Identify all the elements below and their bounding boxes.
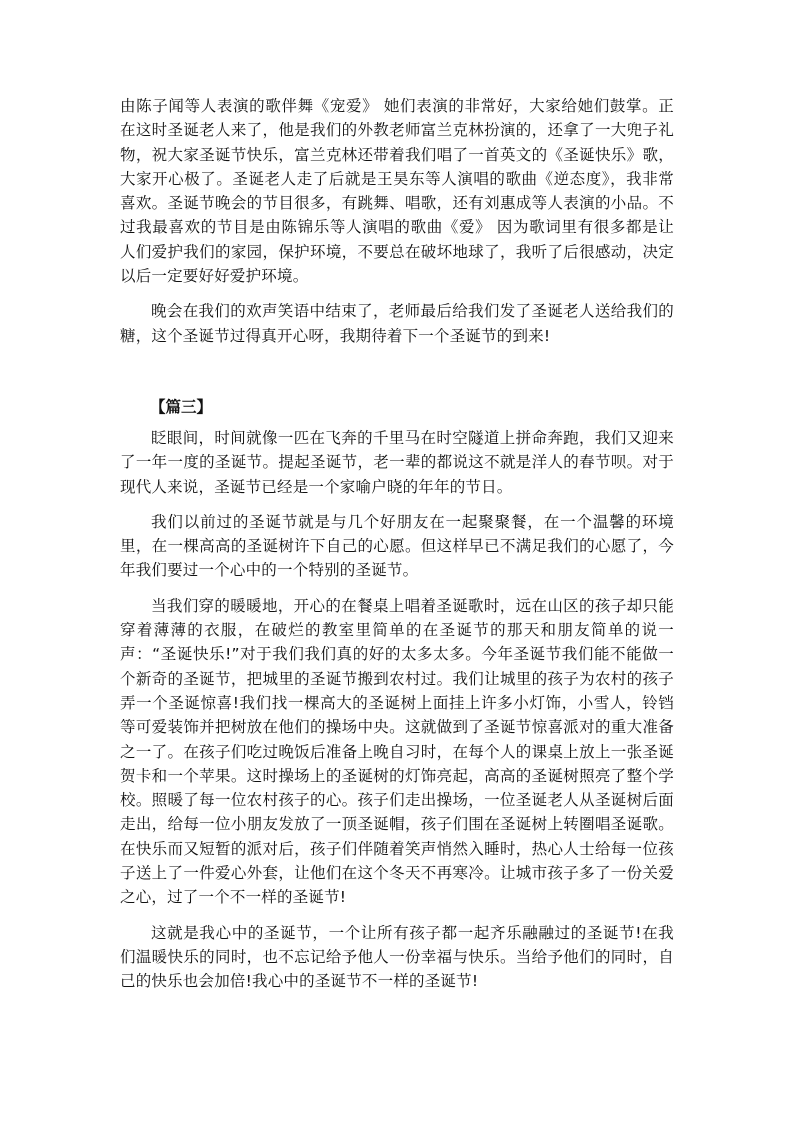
paragraph-gap: [120, 499, 674, 510]
paragraph-christmas-intro: 眨眼间，时间就像一匹在飞奔的千里马在时空隧道上拼命奔跑，我们又迎来了一年一度的圣诞节。提起圣诞节，老一辈的都说这不就是洋人的春节呗。对于现代人来说，圣诞节已经是一个家喻户晓的年年的节日。: [120, 428, 674, 496]
paragraph-rural-surprise: 当我们穿的暖暖地，开心的在餐桌上唱着圣诞歌时，远在山区的孩子却只能穿着薄薄的衣服，在破烂的教室里简单的在圣诞节的那天和朋友简单的说一声：“圣诞快乐!”对于我们我们真的好的太多太多。今年圣诞节我们能不能做一个新奇的圣诞节，把城里的圣诞节搬到农村过。我们让城里的孩子为农村的孩子弄一个圣诞惊喜!我们找一棵高大的圣诞树上面挂上许多小灯饰，小雪人，铃铛等可爱装饰并把树放在他们的操场中央。这就做到了圣诞节惊喜派对的重大准备之一了。在孩子们吃过晚饭后准备上晚自习时，在每个人的课桌上放上一张圣诞贺卡和一个苹果。这时操场上的圣诞树的灯饰亮起，高高的圣诞树照亮了整个学校。照暖了每一位农村孩子的心。孩子们走出操场，一位圣诞老人从圣诞树后面走出，给每一位小朋友发放了一顶圣诞帽，孩子们围在圣诞树上转圈唱圣诞歌。在快乐而又短暂的派对后，孩子们伴随着笑声悄然入睡时，热心人士给每一位孩子送上了一件爱心外套，让他们在这个冬天不再寒冷。让城市孩子多了一份关爱之心，过了一个不一样的圣诞节!: [120, 596, 674, 907]
paragraph-conclusion: 这就是我心中的圣诞节，一个让所有孩子都一起齐乐融融过的圣诞节!在我们温暖快乐的同时，也不忘记给予他人一份幸福与快乐。当给予他们的同时，自己的快乐也会加倍!我心中的圣诞节不一样的圣诞节!: [120, 923, 674, 991]
section-title: 【篇三】: [150, 397, 213, 416]
paragraph-gap: [120, 910, 674, 921]
paragraph-gap: [120, 288, 674, 299]
paragraph-past-christmas: 我们以前过的圣诞节就是与几个好朋友在一起聚聚餐，在一个温馨的环境里，在一棵高高的圣诞树许下自己的心愿。但这样早已不满足我们的心愿了，今年我们要过一个心中的一个特别的圣诞节。: [120, 512, 674, 580]
document-page: [120, 94, 674, 994]
paragraph-evening-party: 由陈子闻等人表演的歌伴舞《宠爱》 她们表演的非常好，大家给她们鼓掌。正在这时圣诞老人来了，他是我们的外教老师富兰克林扮演的，还拿了一大兜子礼物，祝大家圣诞节快乐，富兰克林还带着我们唱了一首英文的《圣诞快乐》歌，大家开心极了。圣诞老人走了后就是王昊东等人演唱的歌曲《逆态度》，我非常喜欢。圣诞节晚会的节目很多，有跳舞、唱歌，还有刘惠成等人表演的小品。不过我最喜欢的节目是由陈锦乐等人演唱的歌曲《爱》 因为歌词里有很多都是让人们爱护我们的家园，保护环境，不要总在破坏地球了，我听了后很感动，决定以后一定要好好爱护环境。: [120, 97, 674, 286]
paragraph-party-ending: 晚会在我们的欢声笑语中结束了，老师最后给我们发了圣诞老人送给我们的糖，这个圣诞节过得真开心呀，我期待着下一个圣诞节的到来!: [120, 302, 674, 345]
section-gap: [120, 348, 674, 395]
title-gap: [120, 419, 674, 426]
paragraph-gap: [120, 583, 674, 594]
